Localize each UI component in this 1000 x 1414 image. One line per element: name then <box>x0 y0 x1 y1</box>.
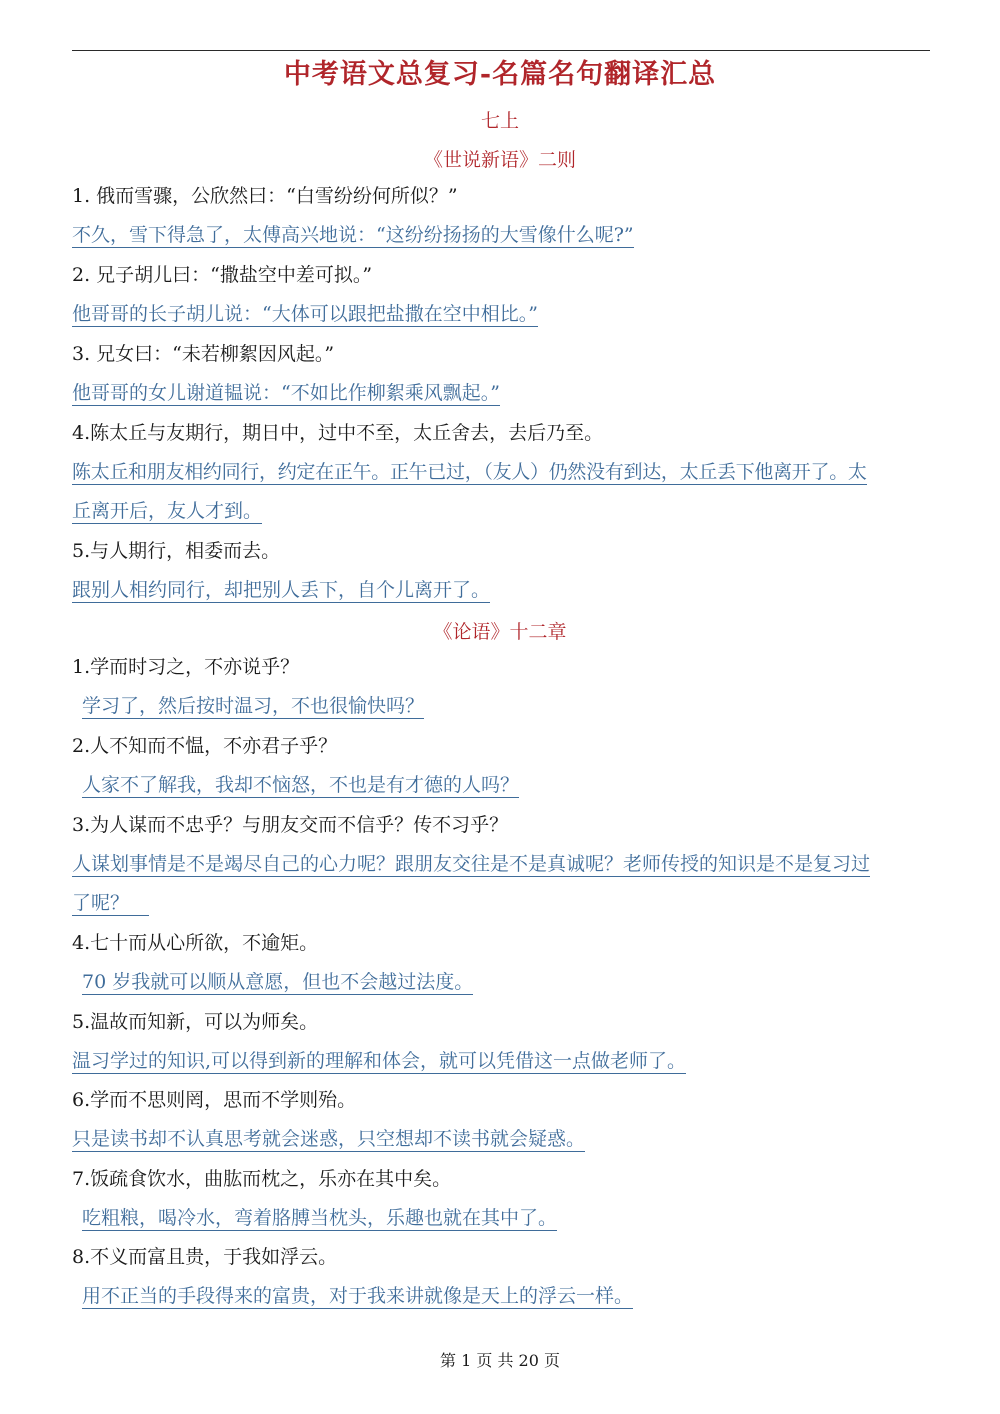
sentence-translation: 了呢？ <box>72 888 149 918</box>
sentence-original: 4.陈太丘与友期行，期日中，过中不至，太丘舍去，去后乃至。 <box>72 422 604 444</box>
page-title: 中考语文总复习-名篇名句翻译汇总 <box>283 59 717 90</box>
section-heading: 《论语》十二章 <box>433 621 567 643</box>
sentence-original: 5.温故而知新，可以为师矣。 <box>72 1011 319 1033</box>
sentence-original: 8.不义而富且贵，于我如浮云。 <box>72 1246 338 1268</box>
sentence-translation: 丘离开后，友人才到。 <box>72 500 263 522</box>
sentence-translation: 陈太丘和朋友相约同行，约定在正午。正午已过，（友人）仍然没有到达，太丘丢下他离开了。太 <box>72 461 867 483</box>
sentence-translation: 人谋划事情是不是竭尽自己的心力呢？跟朋友交往是不是真诚呢？老师传授的知识是不是复习过 <box>72 853 871 875</box>
grade-heading: 七上 <box>480 110 519 132</box>
sentence-original: 2.人不知而不愠，不亦君子乎？ <box>72 735 338 757</box>
sentence-translation: 用不正当的手段得来的富贵，对于我来讲就像是天上的浮云一样。 <box>82 1285 634 1307</box>
sentence-original: 1.学而时习之，不亦说乎？ <box>72 656 300 678</box>
sentence-translation: 70 岁我就可以顺从意愿，但也不会越过法度。 <box>82 971 474 993</box>
sentence-original: 7.饭疏食饮水，曲肱而枕之，乐亦在其中矣。 <box>72 1168 452 1190</box>
sentence-translation: 只是读书却不认真思考就会迷惑，只空想却不读书就会疑惑。 <box>72 1128 586 1150</box>
sentence-translation: 学习了，然后按时温习，不也很愉快吗？ <box>82 695 425 717</box>
sentence-original: 1. 俄而雪骤，公欣然曰：“白雪纷纷何所似？” <box>72 185 458 207</box>
sentence-translation: 跟别人相约同行，却把别人丢下，自个儿离开了。 <box>72 579 491 601</box>
sentence-translation: 人家不了解我，我却不恼怒，不也是有才德的人吗？ <box>82 774 520 796</box>
sentence-original: 2. 兄子胡儿曰：“撒盐空中差可拟。” <box>72 264 373 286</box>
sentence-original: 4.七十而从心所欲，不逾矩。 <box>72 932 319 954</box>
sentence-translation: 他哥哥的长子胡儿说：“大体可以跟把盐撒在空中相比。” <box>72 303 538 325</box>
sentence-original: 5.与人期行，相委而去。 <box>72 540 281 562</box>
sentence-translation: 他哥哥的女儿谢道韫说：“不如比作柳絮乘风飘起。” <box>72 382 500 404</box>
sentence-translation: 温习学过的知识,可以得到新的理解和体会，就可以凭借这一点做老师了。 <box>72 1050 687 1072</box>
page-number: 第 1 页 共 20 页 <box>440 1351 560 1370</box>
section-heading: 《世说新语》二则 <box>423 149 576 171</box>
sentence-original: 6.学而不思则罔，思而不学则殆。 <box>72 1089 357 1111</box>
sentence-translation: 不久，雪下得急了，太傅高兴地说：“这纷纷扬扬的大雪像什么呢?” <box>72 224 634 246</box>
sentence-original: 3.为人谋而不忠乎？与朋友交而不信乎？传不习乎？ <box>72 814 509 836</box>
top-divider <box>72 50 930 51</box>
sentence-translation: 吃粗粮，喝冷水，弯着胳膊当枕头，乐趣也就在其中了。 <box>82 1207 558 1229</box>
sentence-original: 3. 兄女曰：“未若柳絮因风起。” <box>72 343 335 365</box>
